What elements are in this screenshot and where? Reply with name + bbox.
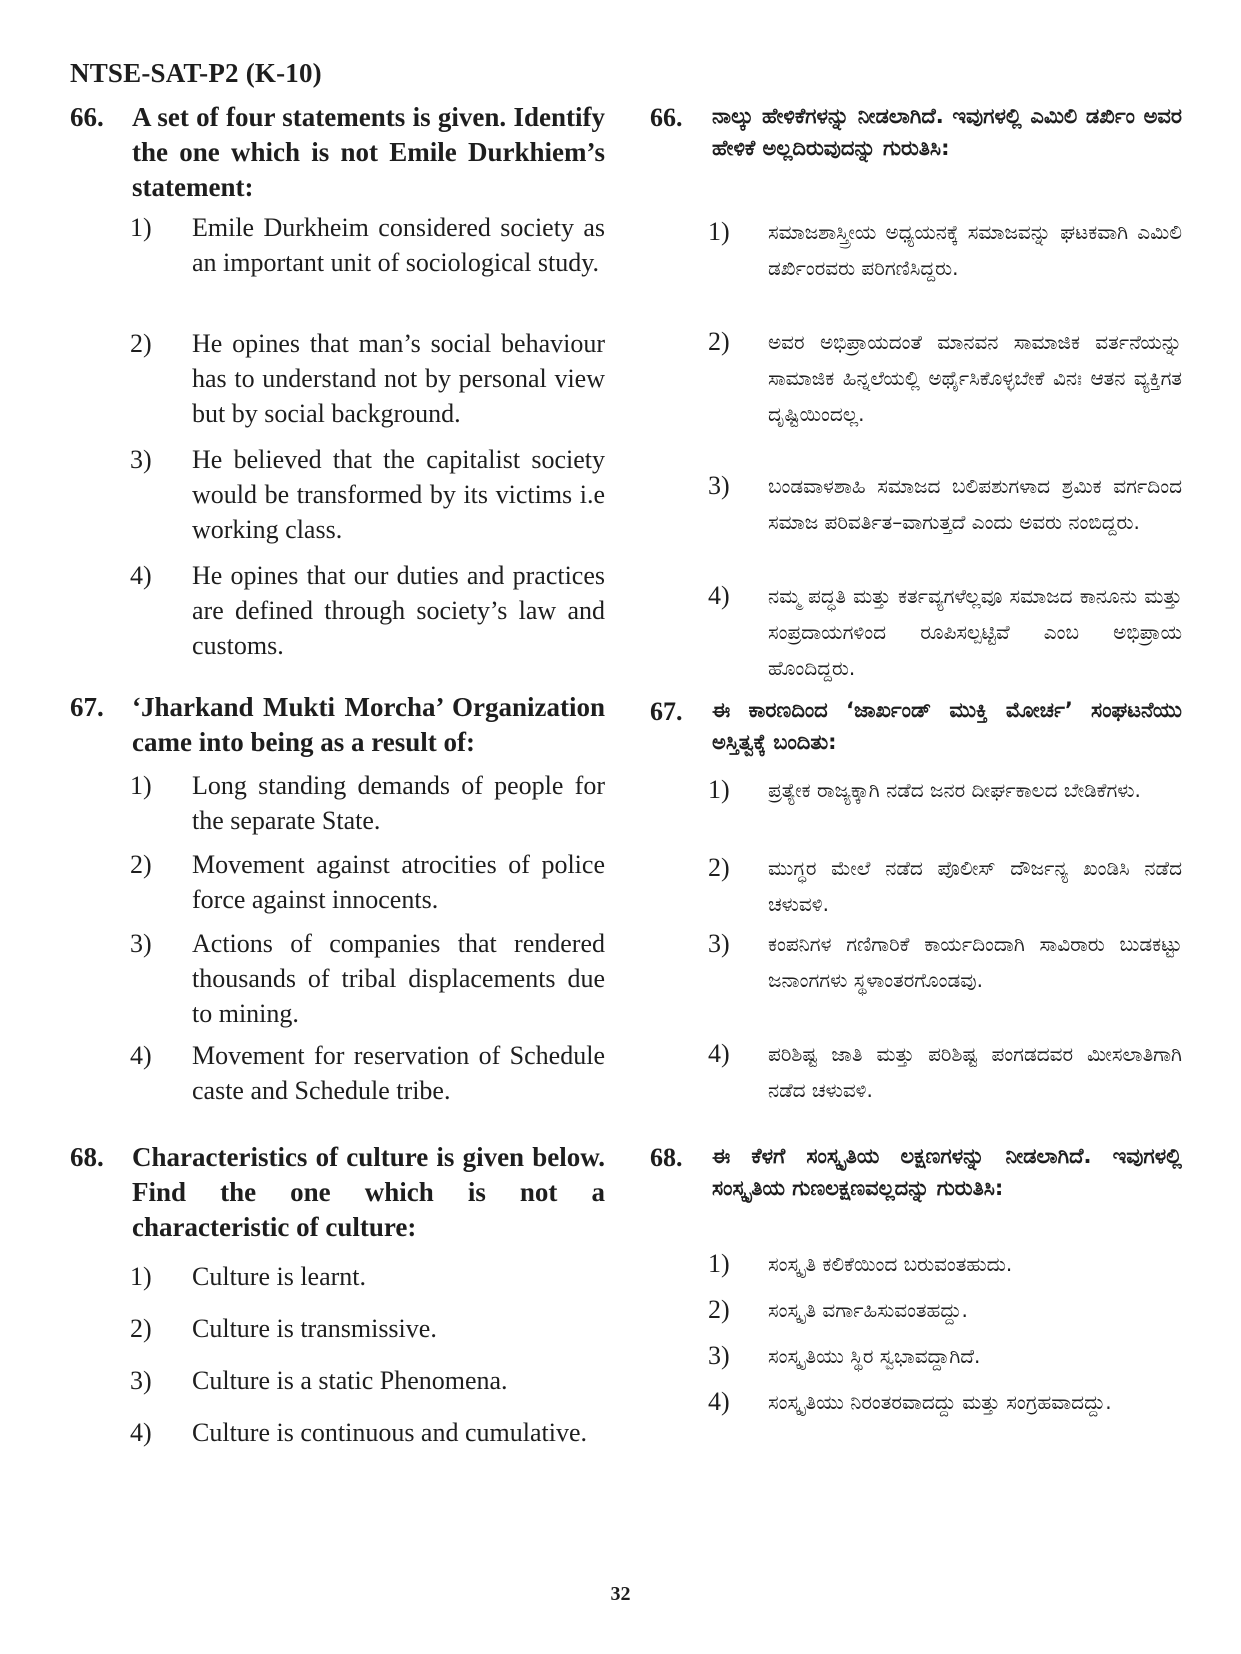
option-text: He opines that man’s social behaviour has to understand not by personal view but by social background. xyxy=(192,329,605,428)
option-number: 1) xyxy=(130,213,152,242)
option-66-1-en xyxy=(70,210,605,280)
option-67-1-en xyxy=(70,768,605,838)
option-68-3-kn xyxy=(650,1338,1182,1374)
option-68-2-en xyxy=(70,1311,605,1346)
option-number: 3) xyxy=(130,929,152,958)
option-68-3-en xyxy=(70,1363,605,1398)
option-number: 3) xyxy=(708,929,730,958)
question-number: 68. xyxy=(650,1143,683,1172)
paper-code-header: NTSE-SAT-P2 (K-10) xyxy=(70,58,322,88)
option-text: He believed that the capitalist society would be transformed by its victims i.e working class. xyxy=(192,445,605,544)
option-66-2-kn xyxy=(650,324,1182,432)
option-text: ಸಂಸ್ಕೃತಿ ವರ್ಗಾಹಿಸುವಂತಹದ್ದು. xyxy=(768,1298,968,1322)
option-text: ಸಂಸ್ಕೃತಿಯು ಸ್ಥಿರ ಸ್ವಭಾವದ್ದಾಗಿದೆ. xyxy=(768,1344,981,1368)
option-text: ಕಂಪನಿಗಳ ಗಣಿಗಾರಿಕೆ ಕಾರ್ಯದಿಂದಾಗಿ ಸಾವಿರಾರು ಬುಡಕಟ್ಟು ಜನಾಂಗಗಳು ಸ್ಥಳಾಂತರಗೊಂಡವು. xyxy=(768,932,1182,992)
option-number: 2) xyxy=(130,850,152,879)
question-67-en xyxy=(70,690,605,760)
option-66-3-en xyxy=(70,442,605,547)
option-text: Culture is transmissive. xyxy=(192,1314,437,1343)
option-66-3-kn xyxy=(650,468,1182,540)
option-67-4-kn xyxy=(650,1036,1182,1108)
option-66-2-en xyxy=(70,326,605,431)
option-66-4-en xyxy=(70,558,605,663)
option-number: 4) xyxy=(708,581,730,610)
page-number: 32 xyxy=(610,1583,631,1605)
option-text: Emile Durkheim considered society as an important unit of sociological study. xyxy=(192,213,605,277)
option-number: 2) xyxy=(130,329,152,358)
option-text: ಸಮಾಜಶಾಸ್ತ್ರೀಯ ಅಧ್ಯಯನಕ್ಕೆ ಸಮಾಜವನ್ನು ಘಟಕವಾಗಿ ಎಮಿಲಿ ಡರ್ಖಿಂರವರು ಪರಿಗಣಿಸಿದ್ದರು. xyxy=(768,220,1182,280)
option-number: 2) xyxy=(708,327,730,356)
question-number: 67. xyxy=(650,697,683,726)
question-68-en xyxy=(70,1140,605,1245)
option-number: 1) xyxy=(708,1249,730,1278)
question-text: ಈ ಕಾರಣದಿಂದ ‘ಜಾರ್ಖಂಡ್ ಮುಕ್ತಿ ಮೋರ್ಚ’ ಸಂಘಟನೆಯು ಅಸ್ತಿತ್ವಕ್ಕೆ ಬಂದಿತು: xyxy=(712,698,1182,754)
option-text: ಸಂಸ್ಕೃತಿ ಕಲಿಕೆಯಿಂದ ಬರುವಂತಹುದು. xyxy=(768,1252,1013,1276)
option-text: Movement against atrocities of police force against innocents. xyxy=(192,850,605,914)
question-text: ಈ ಕೆಳಗೆ ಸಂಸ್ಕೃತಿಯ ಲಕ್ಷಣಗಳನ್ನು ನೀಡಲಾಗಿದೆ. ಇವುಗಳಲ್ಲಿ ಸಂಸ್ಕೃತಿಯ ಗುಣಲಕ್ಷಣವಲ್ಲದನ್ನು ಗುರುತಿಸಿ: xyxy=(712,1144,1182,1200)
option-text: ಬಂಡವಾಳಶಾಹಿ ಸಮಾಜದ ಬಲಿಪಶುಗಳಾದ ಶ್ರಮಿಕ ವರ್ಗದಿಂದ ಸಮಾಜ ಪರಿವರ್ತಿತ–ವಾಗುತ್ತದೆ ಎಂದು ಅವರು ನಂಬಿದ್ದರು. xyxy=(768,474,1182,534)
question-text: A set of four statements is given. Identify the one which is not Emile Durkhiem’s statement: xyxy=(132,102,605,202)
option-text: Movement for reservation of Schedule caste and Schedule tribe. xyxy=(192,1041,605,1105)
option-number: 4) xyxy=(130,561,152,590)
option-number: 4) xyxy=(130,1041,152,1070)
question-text: ನಾಲ್ಕು ಹೇಳಿಕೆಗಳನ್ನು ನೀಡಲಾಗಿದೆ. ಇವುಗಳಲ್ಲಿ ಎಮಿಲಿ ಡರ್ಖಿಂ ಅವರ ಹೇಳಿಕೆ ಅಲ್ಲದಿರುವುದನ್ನು ಗುರುತಿಸಿ: xyxy=(712,104,1182,160)
option-66-4-kn xyxy=(650,578,1182,686)
option-number: 1) xyxy=(708,217,730,246)
question-66-kn xyxy=(650,100,1182,164)
option-68-1-en xyxy=(70,1259,605,1294)
question-text: Characteristics of culture is given below. Find the one which is not a characteristic of culture: xyxy=(132,1142,605,1242)
option-text: ನಮ್ಮ ಪದ್ಧತಿ ಮತ್ತು ಕರ್ತವ್ಯಗಳೆಲ್ಲವೂ ಸಮಾಜದ ಕಾನೂನು ಮತ್ತು ಸಂಪ್ರದಾಯಗಳಿಂದ ರೂಪಿಸಲ್ಪಟ್ಟಿವೆ ಎಂಬ ಅಭಿಪ್ರಾಯ ಹೊಂದಿದ್ದರು. xyxy=(768,584,1182,680)
option-text: Long standing demands of people for the separate State. xyxy=(192,771,605,835)
option-68-2-kn xyxy=(650,1292,1182,1328)
question-68-kn xyxy=(650,1140,1182,1204)
option-67-2-en xyxy=(70,847,605,917)
option-67-2-kn xyxy=(650,850,1182,922)
question-number: 66. xyxy=(650,103,683,132)
option-68-4-en xyxy=(70,1415,605,1450)
option-67-4-en xyxy=(70,1038,605,1108)
option-67-3-en xyxy=(70,926,605,1031)
option-number: 4) xyxy=(708,1039,730,1068)
option-text: ಮುಗ್ಧರ ಮೇಲೆ ನಡೆದ ಪೊಲೀಸ್ ದೌರ್ಜನ್ಯ ಖಂಡಿಸಿ ನಡೆದ ಚಳುವಳಿ. xyxy=(768,856,1182,916)
option-68-4-kn xyxy=(650,1384,1182,1420)
option-text: ಅವರ ಅಭಿಪ್ರಾಯದಂತೆ ಮಾನವನ ಸಾಮಾಜಿಕ ವರ್ತನೆಯನ್ನು ಸಾಮಾಜಿಕ ಹಿನ್ನಲೆಯಲ್ಲಿ ಅರ್ಥೈಸಿಕೊಳ್ಳಬೇಕೆ ವಿನಃ ಆತನ ವ್ಯಕ್ತಿಗತ ದೃಷ್ಟಿಯಿಂದಲ್ಲ. xyxy=(768,330,1182,426)
option-66-1-kn xyxy=(650,214,1182,286)
question-66-en xyxy=(70,100,605,205)
option-68-1-kn xyxy=(650,1246,1182,1282)
option-number: 1) xyxy=(130,1262,152,1291)
option-number: 4) xyxy=(130,1418,152,1447)
question-number: 66. xyxy=(70,102,104,132)
option-text: ಪ್ರತ್ಯೇಕ ರಾಜ್ಯಕ್ಕಾಗಿ ನಡೆದ ಜನರ ದೀರ್ಘಕಾಲದ ಬೇಡಿಕೆಗಳು. xyxy=(768,778,1141,802)
question-text: ‘Jharkand Mukti Morcha’ Organization came into being as a result of: xyxy=(132,692,605,757)
option-number: 2) xyxy=(708,853,730,882)
option-number: 1) xyxy=(130,771,152,800)
question-number: 68. xyxy=(70,1142,104,1172)
option-number: 3) xyxy=(130,445,152,474)
option-text: Culture is continuous and cumulative. xyxy=(192,1418,587,1447)
option-text: Actions of companies that rendered thousands of tribal displacements due to mining. xyxy=(192,929,605,1028)
option-number: 3) xyxy=(130,1366,152,1395)
option-number: 1) xyxy=(708,775,730,804)
option-67-3-kn xyxy=(650,926,1182,998)
question-67-kn xyxy=(650,694,1182,758)
option-text: Culture is a static Phenomena. xyxy=(192,1366,508,1395)
question-number: 67. xyxy=(70,692,104,722)
option-text: ಪರಿಶಿಷ್ಟ ಜಾತಿ ಮತ್ತು ಪರಿಶಿಷ್ಟ ಪಂಗಡದವರ ಮೀಸಲಾತಿಗಾಗಿ ನಡೆದ ಚಳುವಳಿ. xyxy=(768,1042,1182,1102)
option-number: 2) xyxy=(708,1295,730,1324)
option-text: ಸಂಸ್ಕೃತಿಯು ನಿರಂತರವಾದದ್ದು ಮತ್ತು ಸಂಗ್ರಹವಾದದ್ದು. xyxy=(768,1390,1112,1414)
option-number: 2) xyxy=(130,1314,152,1343)
option-number: 3) xyxy=(708,1341,730,1370)
option-67-1-kn xyxy=(650,772,1182,808)
option-text: Culture is learnt. xyxy=(192,1262,367,1291)
option-number: 4) xyxy=(708,1387,730,1416)
option-number: 3) xyxy=(708,471,730,500)
option-text: He opines that our duties and practices are defined through society’s law and customs. xyxy=(192,561,605,660)
